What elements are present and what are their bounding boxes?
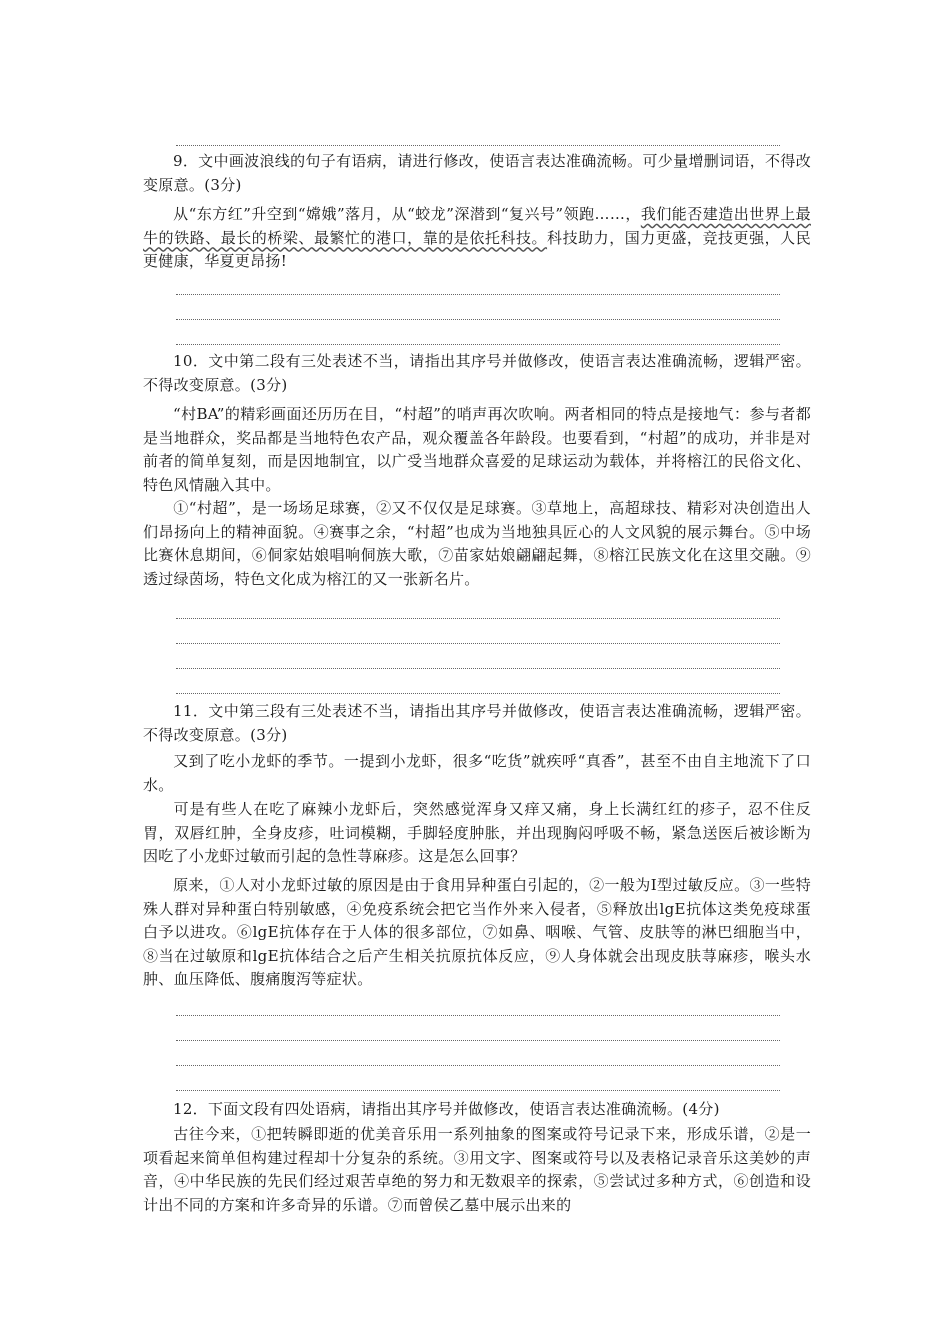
answer-line <box>176 1090 780 1091</box>
answer-line <box>176 693 780 694</box>
question-9-prompt: 9．文中画波浪线的句子有语病，请进行修改，使语言表达准确流畅。可少量增删词语，不得改变原意。(3分) <box>143 152 811 194</box>
question-11-paragraph-2: 可是有些人在吃了麻辣小龙虾后，突然感觉浑身又痒又痛，身上长满红红的疹子，忍不住反胃，双唇红肿，全身皮疹，吐词模糊，手脚轻度肿胀，并出现胸闷呼吸不畅，紧急送医后被诊断为因吃了小龙虾过敏而引起的急性荨麻疹。这是怎么回事？ <box>143 800 811 865</box>
question-11-prompt: 11．文中第三段有三处表述不当，请指出其序号并做修改，使语言表达准确流畅，逻辑严密。不得改变原意。(3分) <box>143 702 811 744</box>
question-12-paragraph-1: 古往今来，①把转瞬即逝的优美音乐用一系列抽象的图案或符号记录下来，形成乐谱，②是一项看起来简单但构建过程却十分复杂的系统。③用文字、图案或符号以及表格记录音乐这美妙的声音，④中华民族的先民们经过艰苦卓绝的努力和无数艰辛的探索，⑤尝试过多种方式，⑥创造和设计出不同的方案和许多奇异的乐谱。⑦而曾侯乙墓中展示出来的 <box>143 1125 811 1214</box>
answer-line <box>176 1015 780 1016</box>
question-10-paragraph-1: “村BA”的精彩画面还历历在目，“村超”的哨声再次吹响。两者相同的特点是接地气：参与者都是当地群众，奖品都是当地特色农产品，观众覆盖各年龄段。也要看到，“村超”的成功，并非是对前者的简单复刻，而是因地制宜，以广受当地群众喜爱的足球运动为载体，并将榕江的民俗文化、特色风情融入其中。 <box>143 405 811 494</box>
answer-line <box>176 668 780 669</box>
answer-line <box>176 618 780 619</box>
question-10-prompt: 10．文中第二段有三处表述不当，请指出其序号并做修改，使语言表达准确流畅，逻辑严密。不得改变原意。(3分) <box>143 352 811 394</box>
question-9-text <box>143 203 811 274</box>
answer-line <box>176 319 780 320</box>
wavy-underlined-sentence: 我们能否建造出世界上最牛的铁路、最长的桥梁、最繁忙的港口，靠的是依托科技。 <box>143 205 811 247</box>
q9-text-post: 科技助力，国力更盛，竞技更强，人民更健康，华夏更昂扬! <box>143 228 811 270</box>
answer-line <box>176 145 780 146</box>
question-12-prompt: 12．下面文段有四处语病，请指出其序号并做修改，使语言表达准确流畅。(4分) <box>173 1100 720 1118</box>
answer-line <box>176 294 780 295</box>
question-11-paragraph-3: 原来，①人对小龙虾过敏的原因是由于食用异种蛋白引起的，②一般为Ⅰ型过敏反应。③一些特殊人群对异种蛋白特别敏感，④免疫系统会把它当作外来入侵者，⑤释放出lgE抗体这类免疫球蛋白予以进攻。⑥lgE抗体存在于人体的很多部位，⑦如鼻、咽喉、气管、皮肤等的淋巴细胞当中，⑧当在过敏原和lgE抗体结合之后产生相关抗原抗体反应，⑨人身体就会出现皮肤荨麻疹，喉头水肿、血压降低、腹痛腹泻等症状。 <box>143 876 811 988</box>
answer-line <box>176 344 780 345</box>
q9-text-pre: 从“东方红”升空到“嫦娥”落月，从“蛟龙”深潜到“复兴号”领跑……， <box>173 205 641 223</box>
question-11-paragraph-1: 又到了吃小龙虾的季节。一提到小龙虾，很多“吃货”就疾呼“真香”，甚至不由自主地流下了口水。 <box>143 752 811 794</box>
answer-line <box>176 1065 780 1066</box>
answer-line <box>176 1040 780 1041</box>
question-10-paragraph-2: ①“村超”，是一场场足球赛，②又不仅仅是足球赛。③草地上，高超球技、精彩对决创造出人们昂扬向上的精神面貌。④赛事之余，“村超”也成为当地独具匠心的人文风貌的展示舞台。⑤中场比赛休息期间，⑥侗家姑娘唱响侗族大歌，⑦苗家姑娘翩翩起舞，⑧榕江民族文化在这里交融。⑨透过绿茵场，特色文化成为榕江的又一张新名片。 <box>143 499 811 588</box>
answer-line <box>176 643 780 644</box>
